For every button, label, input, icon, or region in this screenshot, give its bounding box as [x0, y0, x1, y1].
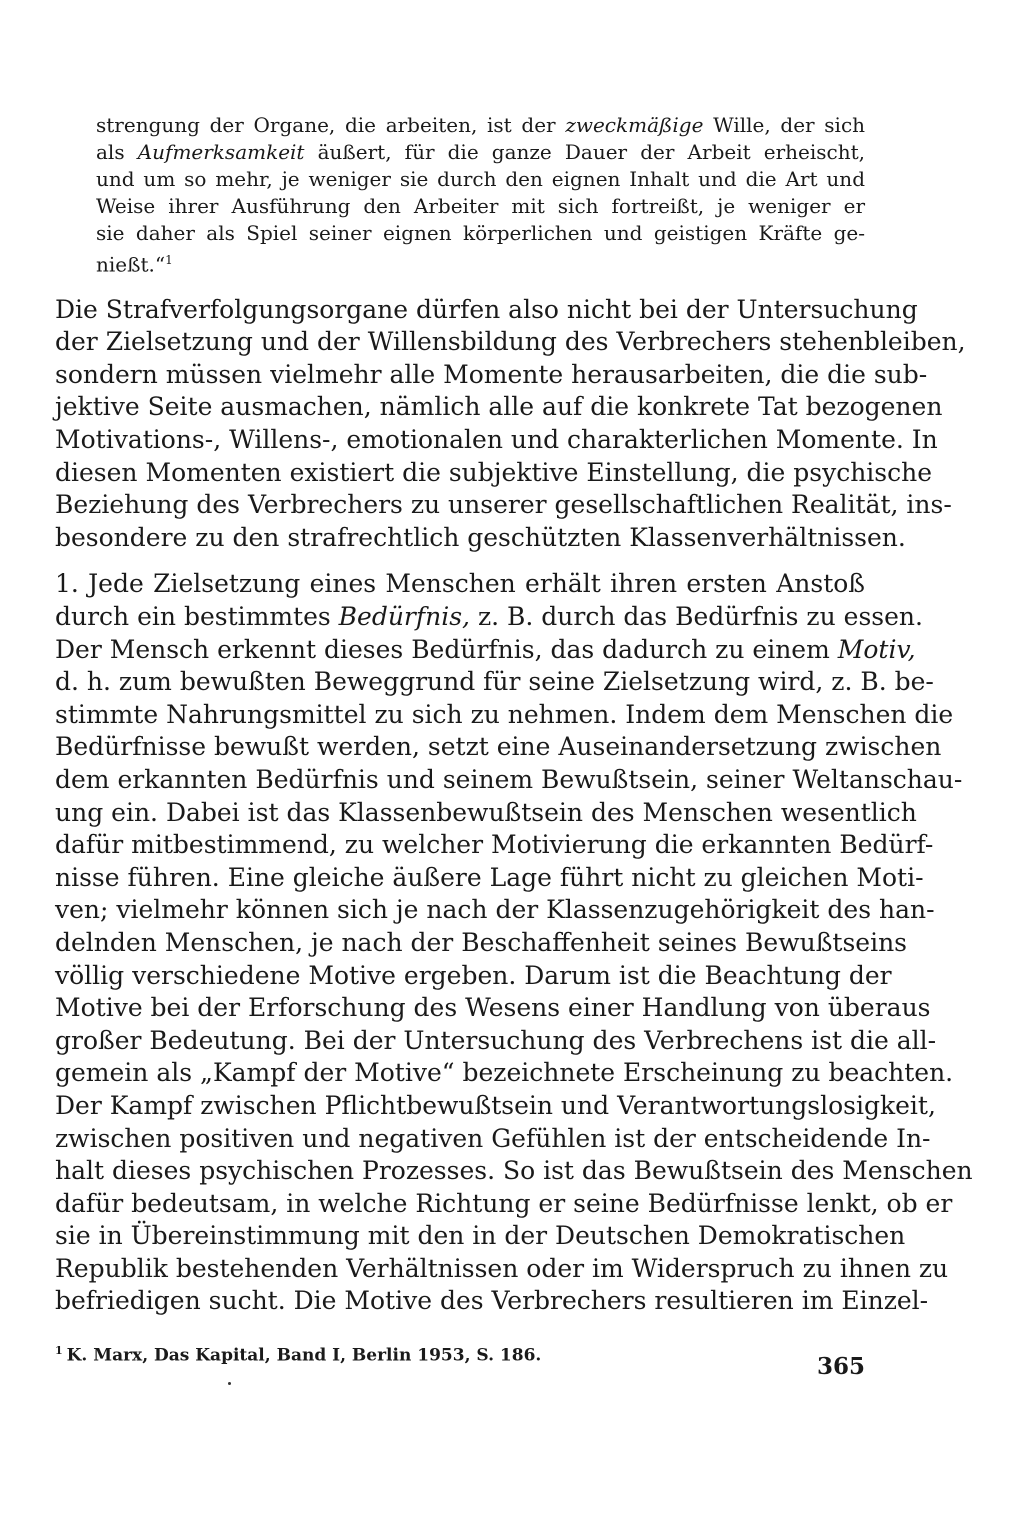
quote-line: sie daher als Spiel seiner eignen körperlichen und geistigen Kräfte ge-	[96, 221, 865, 245]
text-line: besondere zu den strafrechtlich geschützten Klassenverhältnissen.	[55, 522, 906, 552]
block-quote	[96, 112, 865, 279]
text-line: ung ein. Dabei ist das Klassenbewußtsein des Menschen wesentlich	[55, 797, 917, 827]
text-line: Die Strafverfolgungsorgane dürfen also nicht bei der Untersuchung	[55, 294, 918, 324]
text-line: gemein als „Kampf der Motive“ bezeichnete Erscheinung zu beachten.	[55, 1058, 954, 1088]
text-line: d. h. zum bewußten Beweggrund für seine Zielsetzung wird, z. B. be-	[55, 667, 934, 697]
quote-line: nießt.“$^1$	[96, 252, 173, 277]
text-line: delnden Menschen, je nach der Beschaffenheit seines Bewußtseins	[55, 927, 908, 957]
text-line: halt dieses psychischen Prozesses. So ist das Bewußtsein des Menschen	[55, 1156, 973, 1186]
paragraph	[55, 294, 966, 555]
quote-line: als Aufmerksamkeit äußert, für die ganze Dauer der Arbeit erheischt,	[96, 140, 866, 164]
text-line: sondern müssen vielmehr alle Momente herausarbeiten, die die sub-	[55, 359, 928, 389]
footnote-text: K. Marx, Das Kapital, Band I, Berlin 1953, S. 186.	[66, 1345, 542, 1366]
footnote	[55, 1340, 865, 1367]
text-line: 1. Jede Zielsetzung eines Menschen erhält ihren ersten Anstoß	[55, 569, 865, 599]
text-line: diesen Momenten existiert die subjektive Einstellung, die psychische	[55, 457, 933, 487]
text-line: sie in Übereinstimmung mit den in der Deutschen Demokratischen	[55, 1221, 906, 1251]
text-line: dem erkannten Bedürfnis und seinem Bewußtsein, seiner Weltanschau-	[55, 764, 963, 794]
text-line: durch ein bestimmtes Bedürfnis, z. B. durch das Bedürfnis zu essen.	[55, 602, 923, 631]
quote-line: und um so mehr, je weniger sie durch den eignen Inhalt und die Art und	[96, 167, 865, 191]
text-line: Motive bei der Erforschung des Wesens einer Handlung von überaus	[55, 993, 931, 1023]
text-line: dafür bedeutsam, in welche Richtung er seine Bedürfnisse lenkt, ob er	[55, 1188, 953, 1218]
footnote-marker: 1	[55, 1344, 63, 1358]
book-page	[55, 112, 973, 1367]
text-line: stimmte Nahrungsmittel zu sich zu nehmen. Indem dem Menschen die	[55, 699, 954, 729]
text-line: großer Bedeutung. Bei der Untersuchung des Verbrechens ist die all-	[55, 1025, 937, 1055]
text-line: Der Mensch erkennt dieses Bedürfnis, das dadurch zu einem Motiv,	[55, 634, 916, 664]
quote-line: strengung der Organe, die arbeiten, ist der zweckmäßige Wille, der sich	[96, 113, 866, 137]
text-line: Motivations-, Willens-, emotionalen und charakterlichen Momente. In	[55, 425, 938, 455]
text-line: befriedigen sucht. Die Motive des Verbrechers resultieren im Einzel-	[55, 1286, 929, 1316]
paragraph	[55, 568, 973, 1318]
footnote-reference: 1	[165, 253, 173, 267]
text-line: jektive Seite ausmachen, nämlich alle auf die konkrete Tat bezogenen	[55, 392, 943, 422]
text-line: ven; vielmehr können sich je nach der Klassenzugehörigkeit des han-	[55, 895, 935, 925]
text-line: Republik bestehenden Verhältnissen oder im Widerspruch zu ihnen zu	[55, 1253, 949, 1283]
print-speck	[228, 1382, 231, 1385]
text-line: Beziehung des Verbrechers zu unserer gesellschaftlichen Realität, ins-	[55, 490, 952, 520]
text-line: nisse führen. Eine gleiche äußere Lage führt nicht zu gleichen Moti-	[55, 862, 924, 892]
text-line: Der Kampf zwischen Pflichtbewußtsein und Verantwortungslosigkeit,	[55, 1090, 936, 1120]
text-line: dafür mitbestimmend, zu welcher Motivierung die erkannten Bedürf-	[55, 830, 934, 860]
quote-line: Weise ihrer Ausführung den Arbeiter mit sich fortreißt, je weniger er	[96, 194, 865, 218]
page-number: 365	[816, 1353, 865, 1380]
text-line: völlig verschiedene Motive ergeben. Darum ist die Beachtung der	[55, 960, 892, 990]
text-line: zwischen positiven und negativen Gefühlen ist der entscheidende In-	[55, 1123, 931, 1153]
text-line: der Zielsetzung und der Willensbildung des Verbrechers stehenbleiben,	[55, 327, 966, 357]
text-line: Bedürfnisse bewußt werden, setzt eine Auseinandersetzung zwischen	[55, 732, 942, 762]
